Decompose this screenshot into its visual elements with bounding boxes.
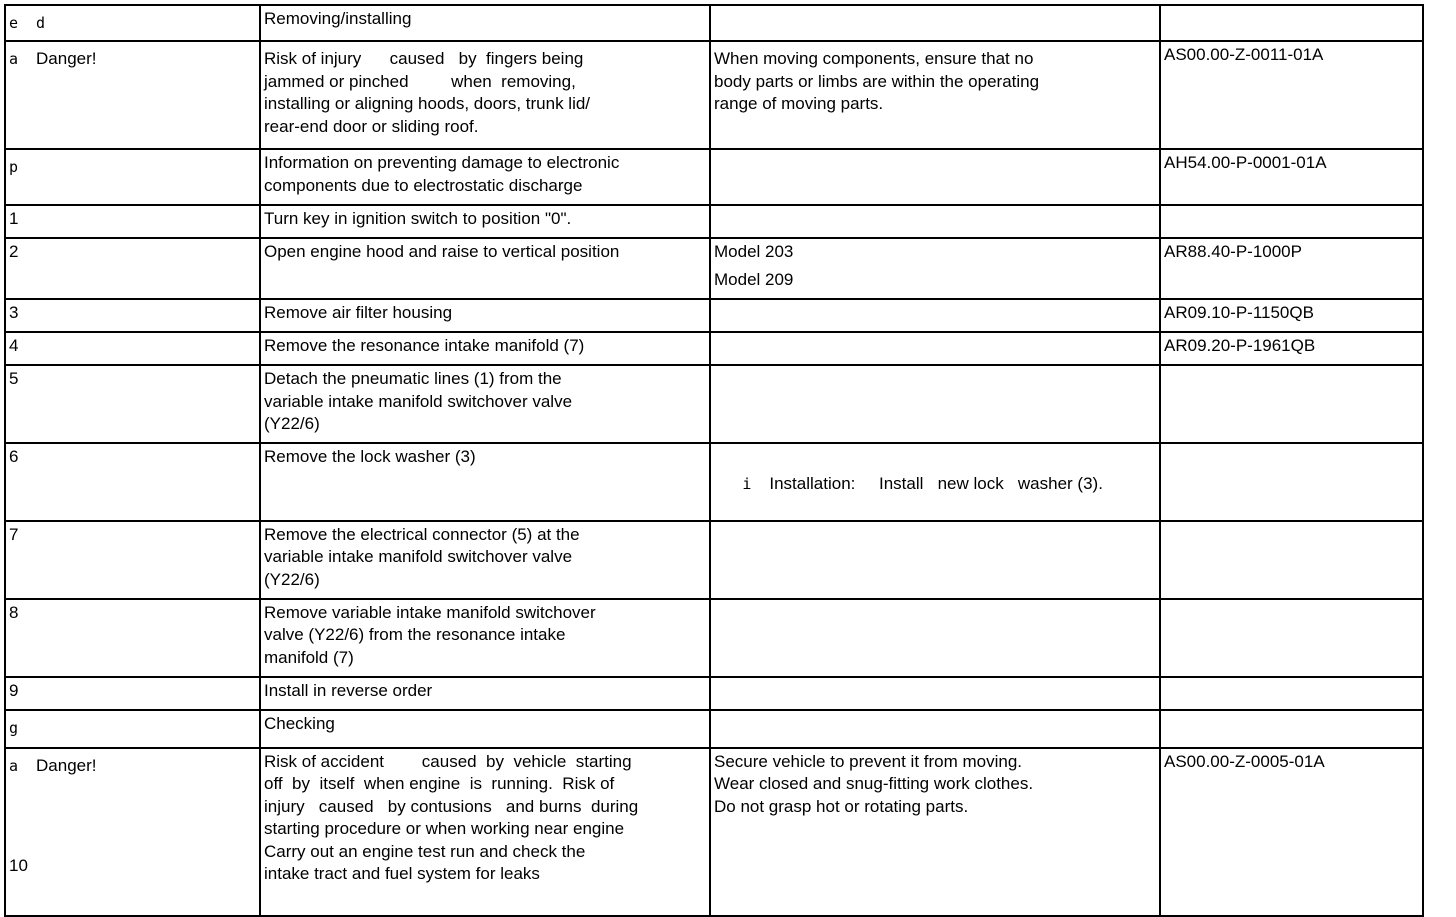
reference-cell: [1160, 521, 1423, 599]
note-cell: [710, 299, 1160, 332]
installation-info-symbol: i: [742, 474, 752, 493]
step-cell: [5, 41, 260, 149]
step-number: 6: [5, 443, 260, 521]
table-row: [5, 365, 1423, 443]
info-symbol: p: [9, 158, 19, 176]
table-row: [5, 149, 1423, 205]
note-cell: [710, 521, 1160, 599]
step-number: 1: [5, 205, 260, 238]
danger-symbol: a: [9, 756, 19, 775]
table-row: [5, 677, 1423, 710]
action-cell: Risk of accident caused by vehicle starting off by itself when engine is running. Risk of injury caused by contusions and burns during starting procedure or when working near engine Carry out an engine test run and check the intake tract and fuel system for leaks: [260, 748, 710, 916]
note-cell: [710, 332, 1160, 365]
action-cell: Remove variable intake manifold switchover valve (Y22/6) from the resonance intake manifold (7): [260, 599, 710, 677]
reference-cell: [1160, 365, 1423, 443]
step-cell: [5, 149, 260, 205]
table-row: [5, 299, 1423, 332]
note-cell: [710, 710, 1160, 748]
step-number: 9: [5, 677, 260, 710]
note-cell: [710, 443, 1160, 521]
step-number: 7: [5, 521, 260, 599]
reference-cell: [1160, 677, 1423, 710]
action-cell: Turn key in ignition switch to position "0".: [260, 205, 710, 238]
reference-cell: [1160, 710, 1423, 748]
table-row: [5, 710, 1423, 748]
action-cell: Checking: [260, 710, 710, 748]
check-symbol: g: [9, 718, 19, 737]
action-cell: Remove the resonance intake manifold (7): [260, 332, 710, 365]
table-row: [5, 205, 1423, 238]
action-cell: Install in reverse order: [260, 677, 710, 710]
table-row: [5, 41, 1423, 149]
reference-cell: [1160, 5, 1423, 41]
step-cell: [5, 710, 260, 748]
step-cell: [5, 5, 260, 41]
danger-label: Danger!: [36, 755, 97, 775]
step-cell: [5, 748, 260, 916]
step-number: 10: [9, 855, 28, 875]
installation-text: Install new lock washer (3).: [879, 473, 1103, 493]
danger-symbol: a: [9, 50, 19, 68]
note-cell: [710, 205, 1160, 238]
note-cell: Model 203 Model 209: [710, 238, 1160, 299]
note-cell: [710, 677, 1160, 710]
installation-label: Installation:: [769, 473, 856, 493]
symbol-d: d: [36, 14, 46, 32]
note-cell: When moving components, ensure that no body parts or limbs are within the operating range of moving parts.: [710, 41, 1160, 149]
table-row: [5, 238, 1423, 299]
table-row: [5, 521, 1423, 599]
step-number: 5: [5, 365, 260, 443]
step-number: 2: [5, 238, 260, 299]
note-cell: [710, 5, 1160, 41]
step-number: 8: [5, 599, 260, 677]
action-cell: Risk of injury caused by fingers being jammed or pinched when removing, installing or aligning hoods, doors, trunk lid/ rear-end door or sliding roof.: [260, 41, 710, 149]
action-cell: Information on preventing damage to electronic components due to electrostatic discharge: [260, 149, 710, 205]
step-number: 3: [5, 299, 260, 332]
symbol-e: e: [9, 14, 19, 32]
note-cell: [710, 149, 1160, 205]
table-row: [5, 5, 1423, 41]
action-cell: Remove air filter housing: [260, 299, 710, 332]
reference-cell: [1160, 599, 1423, 677]
table-row: [5, 748, 1423, 916]
note-cell: [710, 599, 1160, 677]
table-row: [5, 599, 1423, 677]
table-row: [5, 332, 1423, 365]
reference-cell: AS00.00-Z-0005-01A: [1160, 748, 1423, 916]
reference-cell: AR88.40-P-1000P: [1160, 238, 1423, 299]
reference-cell: AR09.10-P-1150QB: [1160, 299, 1423, 332]
step-number: 4: [5, 332, 260, 365]
table-row: [5, 443, 1423, 521]
reference-cell: [1160, 443, 1423, 521]
action-cell: Detach the pneumatic lines (1) from the variable intake manifold switchover valve (Y22/6): [260, 365, 710, 443]
action-cell: Removing/installing: [260, 5, 710, 41]
reference-cell: AS00.00-Z-0011-01A: [1160, 41, 1423, 149]
action-cell: Open engine hood and raise to vertical position: [260, 238, 710, 299]
reference-cell: AH54.00-P-0001-01A: [1160, 149, 1423, 205]
action-cell: Remove the lock washer (3): [260, 443, 710, 521]
action-cell: Remove the electrical connector (5) at the variable intake manifold switchover valve (Y22/6): [260, 521, 710, 599]
reference-cell: AR09.20-P-1961QB: [1160, 332, 1423, 365]
note-cell: [710, 365, 1160, 443]
danger-label: Danger!: [36, 49, 97, 68]
procedure-table: [4, 4, 1424, 917]
note-cell: Secure vehicle to prevent it from moving. Wear closed and snug-fitting work clothes. Do not grasp hot or rotating parts.: [710, 748, 1160, 916]
reference-cell: [1160, 205, 1423, 238]
